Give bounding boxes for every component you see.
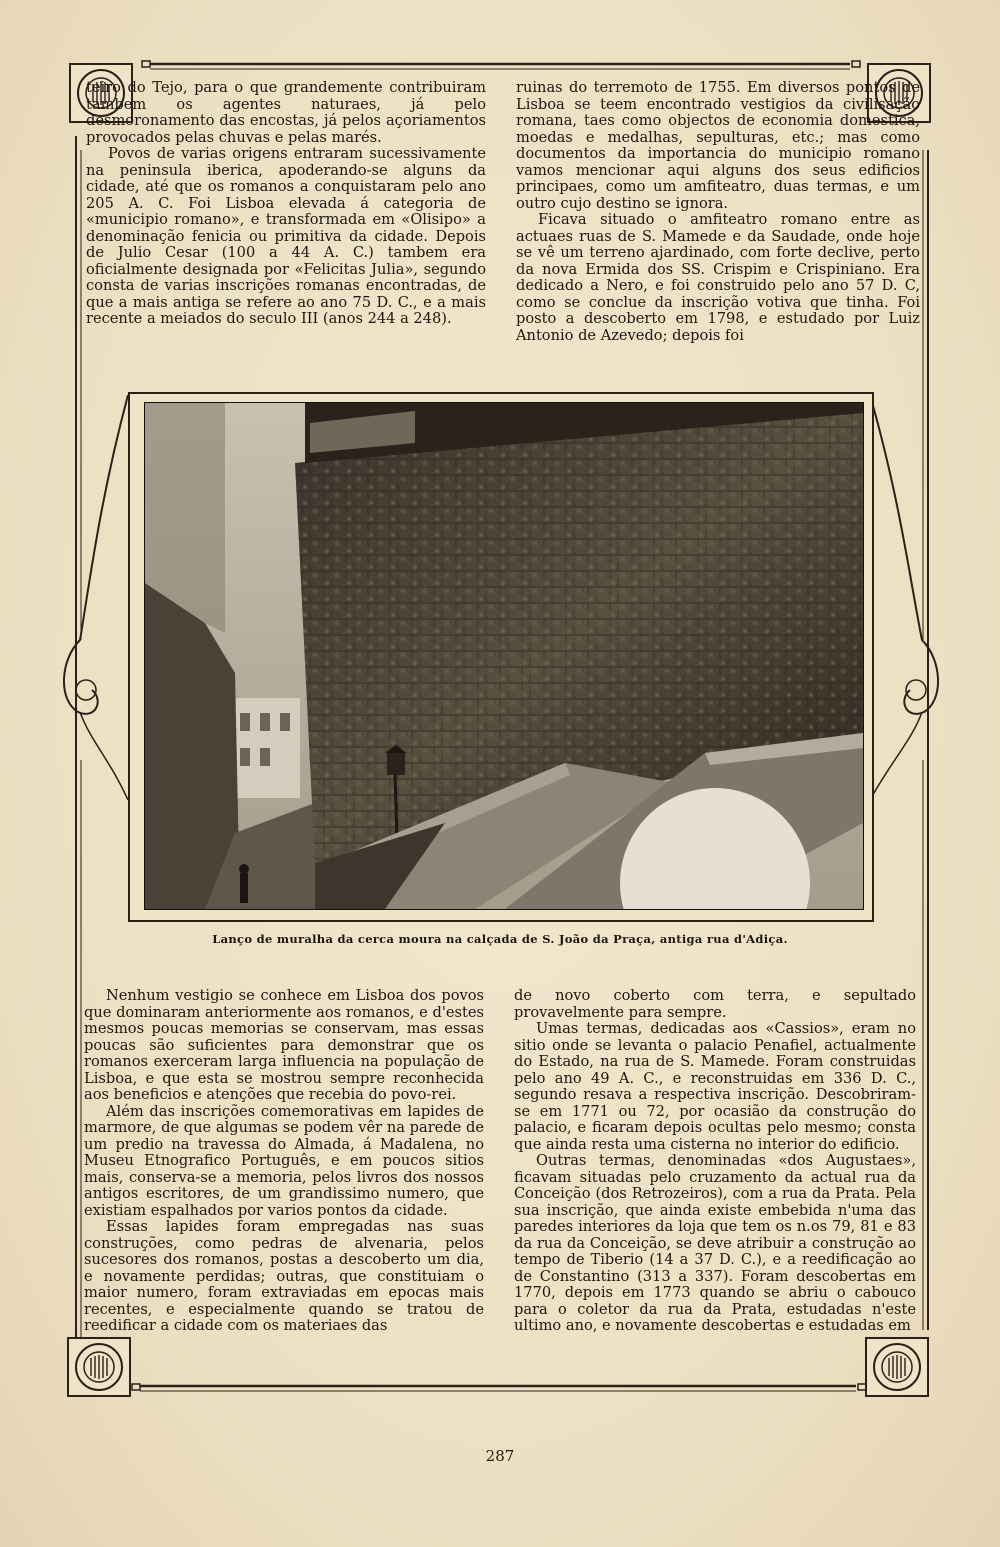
paragraph: teiro do Tejo, para o que grandemente contribuiram tambem os agentes naturaes, já pelo desmoronamento das encostas, já pelos açoriamentos provocados pelas chuvas e pelas marés. xyxy=(86,79,486,146)
paragraph: Outras termas, denominadas «dos Augustaes», ficavam situadas pelo cruzamento da actual rua da Conceição (dos Retrozeiros), com a rua da Prata. Pela sua inscrição, que ainda existe embebida n'uma das paredes interiores da loja que tem os n.os 79, 81 e 83 da rua da Conceição, se deve atribuir a construção ao tempo de Tiberio (14 a 37 D. C.), e a reedificação ao de Constantino (313 a 337). Foram descobertas em 1770, depois em 1773 quando se abriu o cabouco para o coletor da rua da Prata, estudadas n'este ultimo ano, e novamente descobertas e estudadas em xyxy=(514,1152,916,1334)
paragraph: Além das inscrições comemorativas em lapides de marmore, de que algumas se podem vêr na parede de um predio na travessa do Almada, á Madalena, no Museu Etnografico Português, e em poucos sitios mais, conserva-se a memoria, pelos livros dos nossos antigos escritores, de um grandissimo numero, que existiam espalhados por varios pontos da cidade. xyxy=(84,1102,484,1219)
paragraph: Ficava situado o amfiteatro romano entre as actuaes ruas de S. Mamede e da Saudade, onde hoje se vê um terreno ajardinado, com forte declive, perto da nova Ermida dos SS. Crispim e Crispiniano. Era dedicado a Nero, e foi construido pelo ano 57 D. C, como se conclue da inscrição votiva que tinha. Foi posto a descoberto em 1798, e estudado por Luiz Antonio de Azevedo; depois foi xyxy=(516,211,920,344)
page-number: 287 xyxy=(485,1447,515,1465)
paragraph: Essas lapides foram empregadas nas suas construções, como pedras de alvenaria, pelos sucesores dos romanos, postas a descoberto um dia, e novamente perdidas; outras, que constituiam o maior numero, foram extraviadas em epocas mais recentes, e especialmente quando se tratou de reedificar a cidade com os materiaes das xyxy=(84,1218,484,1334)
paragraph: Povos de varias origens entraram sucessivamente na peninsula iberica, apoderando-se alguns da cidade, até que os romanos a conquistaram pelo ano 205 A. C. Foi Lisboa elevada á categoria de «municipio romano», e transformada em «Olisipo» a denominação fenicia ou primitiva da cidade. Depois de Julio Cesar (100 a 44 A. C.) tambem era oficialmente designada por «Felicitas Julia», segundo consta de varias inscrições romanas encontradas, de que a mais antiga se refere ao ano 75 D. C., e a mais recente a meiados do seculo III (anos 244 a 248). xyxy=(86,145,486,327)
column-top-right xyxy=(516,80,920,344)
column-bottom-left xyxy=(84,988,484,1335)
corner-emblem-icon xyxy=(66,1336,132,1398)
photograph-city-wall xyxy=(144,402,864,910)
photo-caption: Lanço de muralha da cerca moura na calçada de S. João da Praça, antiga rua d'Adiça. xyxy=(212,932,788,946)
paragraph: Nenhum vestigio se conhece em Lisboa dos povos que dominaram anteriormente aos romanos, e d'estes mesmos poucas memorias se conservam, mas essas poucas são suficientes para demonstrar que os romanos exerceram larga influencia na população de Lisboa, e que esta se mostrou sempre reconhecida aos beneficios e atenções que recebia do povo-rei. xyxy=(84,987,484,1103)
paragraph: de novo coberto com terra, e sepultado provavelmente para sempre. xyxy=(514,987,916,1021)
paragraph: Umas termas, dedicadas aos «Cassios», eram no sitio onde se levanta o palacio Penafiel, actualmente do Estado, na rua de S. Mamede. Foram construidas pelo ano 49 A. C., e reconstruidas em 336 D. C., segundo resava a respectiva inscrição. Descobriram-se em 1771 ou 72, por ocasião da construção do palacio, e ficaram depois ocultas pelo mesmo; consta que ainda resta uma cisterna no interior do edificio. xyxy=(514,1020,916,1153)
bottom-rule xyxy=(130,1382,870,1394)
column-bottom-right xyxy=(514,988,916,1335)
paragraph: ruinas do terremoto de 1755. Em diversos pontos de Lisboa se teem encontrado vestigios da civilisação romana, taes como objectos de economia domestica, moedas e medalhas, sepulturas, etc.; mas como documentos da importancia do municipio romano vamos mencionar aqui alguns dos seus edificios principaes, como um amfiteatro, duas termas, e um outro cujo destino se ignora. xyxy=(516,79,920,212)
column-top-left xyxy=(86,80,486,328)
corner-emblem-icon xyxy=(864,1336,930,1398)
